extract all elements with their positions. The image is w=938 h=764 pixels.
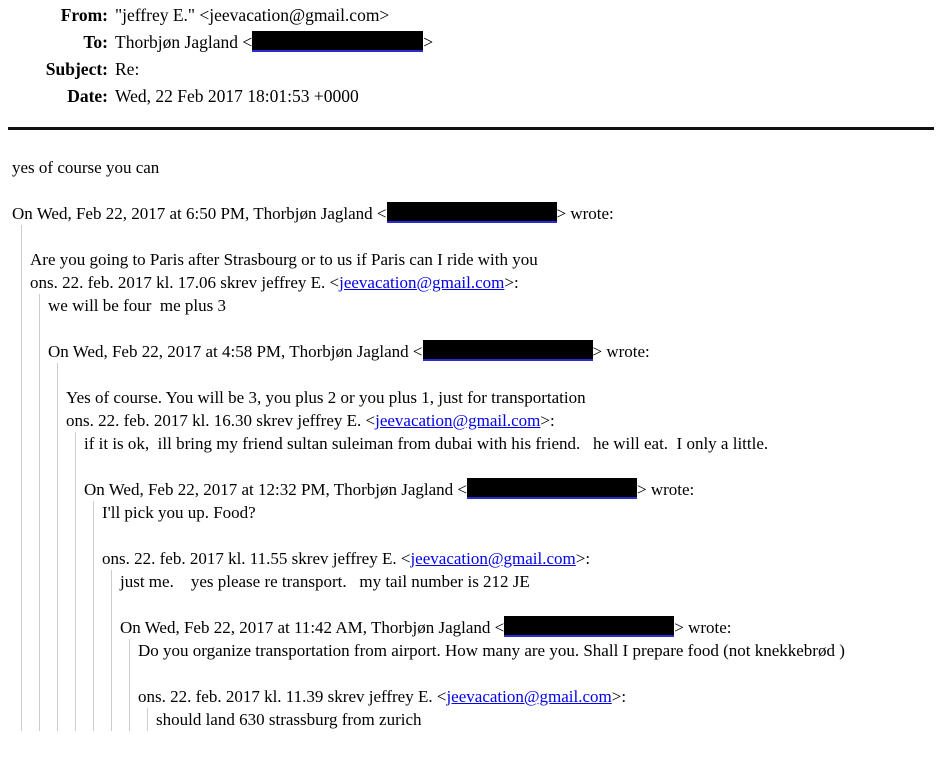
attribution-text: ons. 22. feb. 2017 kl. 17.06 skrev jeffrey E. < [30, 273, 340, 292]
attribution-text: >: [504, 273, 519, 292]
attribution-text: ons. 22. feb. 2017 kl. 11.55 skrev jeffrey E. < [102, 549, 411, 568]
from-value: "jeffrey E." <jeevacation@gmail.com> [115, 5, 390, 25]
email-link[interactable]: jeevacation@gmail.com [339, 273, 505, 292]
attribution-text: On Wed, Feb 22, 2017 at 11:42 AM, Thorbjøn Jagland < [120, 618, 505, 637]
quoted-text: Yes of course. You will be 3, you plus 2 or you plus 1, just for transportation [66, 388, 586, 407]
blank-line [102, 524, 932, 547]
attribution-line-1232pm [84, 478, 932, 501]
attribution-text: > wrote: [674, 618, 732, 637]
attribution-text: >: [575, 549, 591, 568]
to-name: Thorbjøn Jagland < [115, 32, 253, 52]
subject-label: Subject: [45, 59, 108, 79]
attribution-text: ons. 22. feb. 2017 kl. 16.30 skrev jeffrey E. < [66, 411, 376, 430]
attribution-text: > wrote: [637, 480, 695, 499]
header-subject-row [0, 56, 938, 83]
quoted-text: I'll pick you up. Food? [102, 503, 256, 522]
attribution-line-650pm [12, 202, 932, 225]
attribution-text: On Wed, Feb 22, 2017 at 6:50 PM, Thorbjøn Jagland < [12, 204, 387, 223]
attribution-text: > wrote: [592, 342, 650, 361]
intro-line: yes of course you can [12, 158, 160, 177]
date-value: Wed, 22 Feb 2017 18:01:53 +0000 [115, 86, 359, 106]
email-link[interactable]: jeevacation@gmail.com [446, 687, 612, 706]
quoted-text: Are you going to Paris after Strasbourg or to us if Paris can I ride with you [30, 250, 538, 269]
quoted-text: just me. yes please re transport. my tail number is 212 JE [120, 572, 530, 591]
attribution-line-1142am [120, 616, 932, 639]
attribution-text: ons. 22. feb. 2017 kl. 11.39 skrev jeffrey E. < [138, 687, 447, 706]
attribution-text: >: [611, 687, 627, 706]
from-label: From: [60, 5, 108, 25]
to-label: To: [83, 32, 108, 52]
header-date-row [0, 83, 938, 110]
redaction-bar [423, 340, 593, 361]
quote-level-5 [93, 501, 932, 731]
attribution-line-458pm [48, 340, 932, 363]
attribution-line-1155 [102, 547, 932, 570]
blank-line [138, 662, 932, 685]
redaction-bar [467, 478, 637, 499]
attribution-text: > wrote: [556, 204, 614, 223]
attribution-text: On Wed, Feb 22, 2017 at 12:32 PM, Thorbjøn Jagland < [84, 480, 467, 499]
quote-level-3 [57, 363, 932, 731]
blank-line [30, 225, 932, 248]
blank-line [48, 317, 932, 340]
attribution-line-1630 [66, 409, 932, 432]
email-link[interactable]: jeevacation@gmail.com [375, 411, 541, 430]
attribution-text: >: [540, 411, 555, 430]
to-close-bracket: > [423, 32, 434, 52]
attribution-line-1706 [30, 271, 932, 294]
quote-level-8 [147, 708, 932, 731]
to-value [115, 29, 433, 56]
quote-level-1 [21, 225, 932, 731]
quoted-text: we will be four me plus 3 [48, 296, 226, 315]
date-label: Date: [67, 86, 108, 106]
quote-level-2 [39, 294, 932, 731]
quoted-text: Do you organize transportation from airport. How many are you. Shall I prepare food (not knekkebrød ) [138, 641, 845, 660]
blank-line [120, 593, 932, 616]
blank-line [12, 179, 932, 202]
quoted-text: should land 630 strassburg from zurich [156, 710, 422, 729]
attribution-line-1139 [138, 685, 932, 708]
header-from-row [0, 2, 938, 29]
quote-level-7 [129, 639, 932, 731]
blank-line [84, 455, 932, 478]
quoted-text: if it is ok, ill bring my friend sultan suleiman from dubai with his friend. he will eat. I only a little. [84, 434, 769, 453]
subject-value: Re: [115, 59, 140, 79]
email-header [0, 0, 938, 110]
attribution-text: On Wed, Feb 22, 2017 at 4:58 PM, Thorbjøn Jagland < [48, 342, 423, 361]
redaction-bar [387, 202, 557, 223]
blank-line [66, 363, 932, 386]
quote-level-6 [111, 570, 932, 731]
quote-level-4 [75, 432, 932, 731]
email-body [0, 130, 938, 731]
redaction-bar [252, 31, 423, 52]
email-link[interactable]: jeevacation@gmail.com [410, 549, 576, 568]
redaction-bar [504, 616, 674, 637]
header-to-row [0, 29, 938, 56]
